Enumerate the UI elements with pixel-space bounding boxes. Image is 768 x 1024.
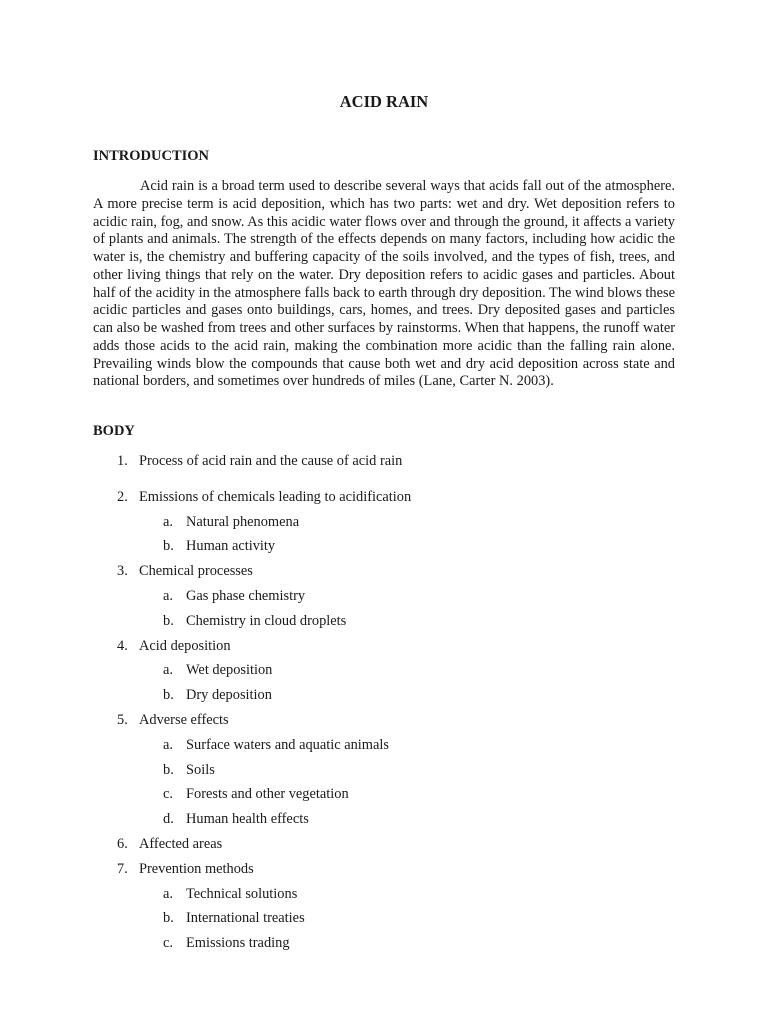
outline-subitem [93,885,693,910]
outline-subitem-letter: b. [163,612,174,629]
outline-subitem-letter: d. [163,811,174,828]
outline-subitem-letter: b. [163,910,174,927]
outline-subitem-label: Emissions trading [186,935,290,952]
outline-item-number: 6. [117,835,128,852]
introduction-paragraph [93,178,675,391]
outline-item-label: Prevention methods [139,860,254,877]
outline-subitem-letter: a. [163,662,173,679]
outline-item [93,711,693,736]
outline-subitem-letter: a. [163,736,173,753]
intro-citation: (Lane, Carter N. 2003). [418,373,554,390]
outline-subitem [93,686,693,711]
outline-subitem-letter: a. [163,885,173,902]
outline-item-number: 2. [117,488,128,505]
outline-item-number: 5. [117,711,128,728]
outline-item-number: 1. [117,453,128,469]
outline-subitem-letter: b. [163,538,174,555]
outline-item-label: Affected areas [139,835,223,852]
outline-subitem [93,934,693,959]
outline-subitem [93,537,693,562]
outline-item-label: Process of acid rain and the cause of acid rain [139,453,403,469]
outline-subitem [93,810,693,835]
outline-item [93,488,693,513]
outline-subitem-letter: c. [163,786,173,803]
outline-subitem-label: Surface waters and aquatic animals [186,736,389,753]
outline-subitem [93,612,693,637]
outline-item-number: 3. [117,563,128,580]
outline-subitem [93,513,693,538]
outline-subitem-letter: a. [163,513,173,530]
outline-subitem-label: Forests and other vegetation [186,786,349,803]
body-outline-list [93,452,693,959]
outline-subitem [93,909,693,934]
outline-item [93,452,693,477]
outline-subitem-label: Natural phenomena [186,513,300,530]
outline-subitem-label: Chemistry in cloud droplets [186,612,347,629]
outline-subitem-letter: b. [163,761,174,778]
outline-subitem-label: Human health effects [186,811,309,828]
outline-item-label: Emissions of chemicals leading to acidification [139,488,412,505]
intro-body-text: is a broad term used to describe several ways that acids fall out of the atmosphere. A more precise term is acid deposition, which has two parts: wet and dry. Wet deposition refers to acidic rain, fog, and snow. As this acidic water flows over and through the ground, it affects a variety of plants and animals. The strength of the effects depends on many factors, including how acidic the water is, the chemistry and buffering capacity of the soils involved, and the types of fish, trees, and other living things that rely on the water. Dry deposition refers to acidic gases and particles. About half of the acidity in the atmosphere falls back to earth through dry deposition. The wind blows these acidic particles and gases onto buildings, cars, homes, and trees. Dry deposited gases and particles can also be washed from trees and other surfaces by rainstorms. When that happens, the runoff water adds those acids to the acid rain, making the combination more acidic than the falling rain alone. Prevailing winds blow the compounds that cause both wet and dry acid deposition across state and national borders, and sometimes over hundreds of miles [93,178,675,390]
outline-subitem [93,785,693,810]
outline-subitem-label: Human activity [186,538,276,555]
outline-subitem-letter: b. [163,687,174,704]
outline-subitem [93,736,693,761]
outline-item [93,835,693,860]
page-title: ACID RAIN [339,92,429,111]
outline-subitem-letter: a. [163,587,173,604]
outline-item [93,860,693,885]
outline-subitem [93,661,693,686]
intro-lead-term: Acid rain [140,178,195,194]
outline-item-label: Chemical processes [139,563,253,580]
outline-subitem-label: International treaties [186,910,305,927]
outline-subitem-label: Gas phase chemistry [186,587,306,604]
introduction-heading: INTRODUCTION [93,148,210,164]
outline-subitem [93,587,693,612]
outline-item-number: 7. [117,860,128,877]
outline-subitem [93,761,693,786]
outline-subitem-label: Wet deposition [186,662,273,679]
outline-item-label: Adverse effects [139,711,229,728]
outline-item [93,637,693,662]
body-heading: BODY [93,423,135,439]
outline-subitem-label: Dry deposition [186,687,272,704]
outline-item [93,562,693,587]
outline-subitem-label: Soils [186,761,215,778]
outline-subitem-letter: c. [163,935,173,952]
outline-subitem-label: Technical solutions [186,885,298,902]
outline-item-label: Acid deposition [139,637,231,654]
outline-item-number: 4. [117,637,128,654]
